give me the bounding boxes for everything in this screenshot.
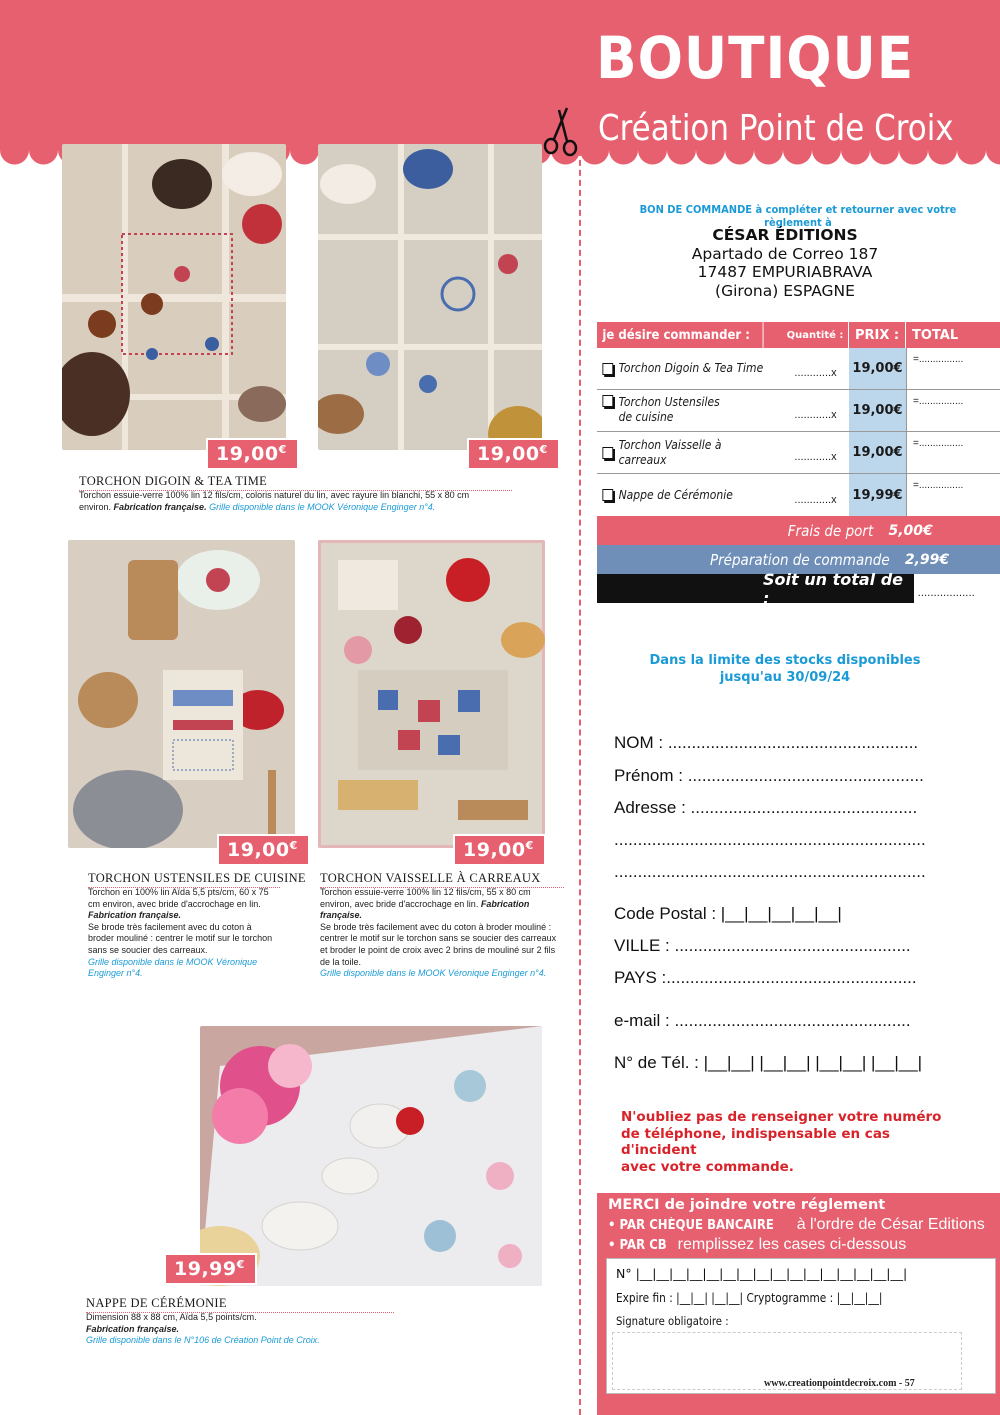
publisher-name: CÉSAR ÉDITIONS (712, 226, 858, 244)
checkbox[interactable] (602, 363, 613, 375)
order-item-price: 19,00€ (849, 432, 906, 473)
col-price: PRIX : (849, 322, 906, 348)
prep-label: Préparation de commande (709, 550, 890, 569)
nom-field[interactable]: NOM : ..................................................... (614, 733, 919, 752)
publisher-address (600, 226, 970, 300)
price-tag-digoin: 19,00€ (206, 438, 299, 470)
page-number: - 57 (896, 1378, 915, 1389)
prenom-field[interactable]: Prénom : .................................................. (614, 766, 924, 785)
total-field[interactable]: =................ (906, 390, 1000, 431)
payment-cb-text: remplissez les cases ci-dessous (673, 1236, 907, 1253)
payment-title: MERCI de joindre votre réglement (608, 1197, 886, 1213)
product-desc-digoin: Torchon essuie-verre 100% lin 12 fils/cm, coloris naturel du lin, avec rayure lin blanchi, 55 x 80 cm environ. Fabrication française. Grille disponible dans le MOOK Véronique Enginger n°4. (79, 490, 470, 512)
payment-cheque (608, 1216, 985, 1234)
shipping-row (597, 516, 1000, 545)
total-field[interactable]: =................ (906, 432, 1000, 473)
grand-total-label: Soit un total de : (763, 569, 904, 608)
address-line: (Girona) ESPAGNE (715, 281, 855, 300)
product-desc-nappe: Dimension 88 x 88 cm, Aïda 5,5 points/cm. Fabrication française. Grille disponible dans le N°106 de Création Point de Croix. (86, 1312, 320, 1346)
product-title-digoin: TORCHON DIGOIN & TEA TIME (79, 474, 512, 491)
stock-note-line: Dans la limite des stocks disponibles (649, 653, 921, 668)
product-photo-ustensiles (68, 540, 295, 848)
price-tag-ustensiles: 19,00€ (217, 834, 310, 866)
order-row[interactable] (597, 432, 1000, 474)
order-table-header (597, 322, 1000, 348)
ville-field[interactable]: VILLE : .................................................. (614, 936, 911, 955)
total-field[interactable]: =................ (906, 474, 1000, 516)
prep-value: 2,99€ (904, 551, 950, 568)
order-item-label: de cuisine (618, 410, 674, 424)
checkbox[interactable] (602, 447, 613, 459)
footer-url: www.creationpointdecroix.com (764, 1378, 897, 1389)
address-line: 17487 EMPURIABRAVA (697, 263, 873, 281)
order-item-label: Torchon Digoin & Tea Time (618, 361, 764, 375)
shipping-value: 5,00€ (888, 522, 933, 539)
adresse-field[interactable]: Adresse : ................................................ (614, 798, 918, 817)
qty-field[interactable]: ............x (794, 494, 837, 506)
cut-line (579, 0, 581, 1415)
page-footer (764, 1378, 915, 1389)
order-item-price: 19,00€ (849, 348, 906, 389)
reminder-line: de téléphone, indispensable en cas d'incident (621, 1125, 890, 1158)
phone-reminder (621, 1109, 961, 1175)
order-item-label: Torchon Ustensiles (618, 395, 720, 409)
order-table (597, 322, 1000, 608)
checkbox[interactable] (602, 395, 613, 407)
pays-field[interactable]: PAYS :..................................................... (614, 968, 917, 987)
stock-note-line: jusqu'au 30/09/24 (719, 670, 851, 685)
product-photo-vaisselle (318, 540, 545, 848)
payment-cb-label: • PAR CB (608, 1238, 667, 1253)
product-photo-digoin (62, 144, 286, 450)
brand-subtitle: Création Point de Croix (598, 108, 954, 149)
qty-field[interactable]: ............x (794, 409, 837, 421)
col-qty: Quantité : (782, 322, 849, 348)
qty-field[interactable]: ............x (794, 451, 837, 463)
stock-note (620, 652, 950, 686)
order-heading: BON DE COMMANDE à compléter et retourner avec votre règlement à (639, 203, 957, 229)
qty-field[interactable]: ............x (794, 367, 837, 379)
phone-field[interactable]: N° de Tél. : |__|__| |__|__| |__|__| |__|__| (614, 1053, 923, 1072)
product-title-ustensiles: TORCHON USTENSILES DE CUISINE (88, 871, 280, 888)
price-tag-nappe: 19,99€ (164, 1253, 257, 1285)
signature-label: Signature obligatoire : (616, 1314, 729, 1328)
shipping-label: Frais de port (787, 521, 874, 540)
grand-total-field[interactable]: .................. (914, 574, 1000, 603)
price-tag-tea-time: 19,00€ (467, 438, 560, 470)
product-desc-vaisselle: Torchon essuie-verre 100% lin 12 fils/cm, 55 x 80 cm environ, avec bride d'accrochage en lin. Fabrication française. Se brode très facilement avec du coton à broder mouliné : centrer le motif sur le torchon sans se soucier des carreaux et broder le point de croix avec 2 brins de mouliné sur 2 fils de la toile. Grille disponible dans le MOOK Véronique Enginger n°4. (320, 887, 557, 979)
adresse-line-2[interactable]: .................................................................. (614, 830, 926, 849)
reminder-line: avec votre commande. (621, 1158, 794, 1175)
grand-total-row (597, 569, 1000, 608)
order-item-price: 19,00€ (849, 390, 906, 431)
product-title-nappe: NAPPE DE CÉRÉMONIE (86, 1296, 394, 1313)
col-product: je désire commander : (597, 322, 764, 348)
order-row[interactable] (597, 390, 1000, 432)
checkbox[interactable] (602, 489, 613, 501)
order-item-label: Torchon Vaisselle à carreaux (618, 437, 722, 467)
product-title-vaisselle: TORCHON VAISSELLE À CARREAUX (320, 871, 564, 888)
address-line: Apartado de Correo 187 (691, 244, 879, 263)
col-total: TOTAL (912, 327, 959, 343)
page-title: BOUTIQUE (596, 24, 915, 92)
total-field[interactable]: =................ (906, 348, 1000, 389)
email-field[interactable]: e-mail : .................................................. (614, 1011, 911, 1030)
payment-cheque-text: à l'ordre de César Editions (792, 1216, 985, 1233)
price-tag-vaisselle: 19,00€ (453, 834, 546, 866)
order-row[interactable] (597, 474, 1000, 516)
payment-cheque-label: • PAR CHÈQUE BANCAIRE (608, 1218, 774, 1233)
adresse-line-3[interactable]: .................................................................. (614, 862, 926, 881)
product-photo-nappe (200, 1026, 542, 1286)
order-item-label: Nappe de Cérémonie (618, 487, 733, 502)
postal-code-field[interactable]: Code Postal : |__|__|__|__|__| (614, 904, 842, 923)
product-desc-ustensiles: Torchon en 100% lin Aïda 5,5 pts/cm, 60 x 75 cm environ, avec bride d'accrochage en lin. Fabrication française. Se brode très facilement avec du coton à broder mouliné : centrer le motif sur le torchon sans se soucier des carreaux. Grille disponible dans le MOOK Véronique Enginger n°4. (88, 887, 273, 979)
product-photo-tea-time (318, 144, 542, 450)
card-expiry-field[interactable]: Expire fin : |__|__| |__|__| Cryptogramme : |__|__|__| (616, 1291, 883, 1305)
scissors-icon (541, 106, 581, 160)
payment-cb (608, 1236, 906, 1254)
card-number-field[interactable]: N° |__|__|__|__|__|__|__|__|__|__|__|__|__|__|__|__| (616, 1266, 908, 1281)
order-row[interactable] (597, 348, 1000, 390)
order-item-price: 19,99€ (849, 474, 906, 516)
reminder-line: N'oubliez pas de renseigner votre numéro (621, 1109, 942, 1125)
